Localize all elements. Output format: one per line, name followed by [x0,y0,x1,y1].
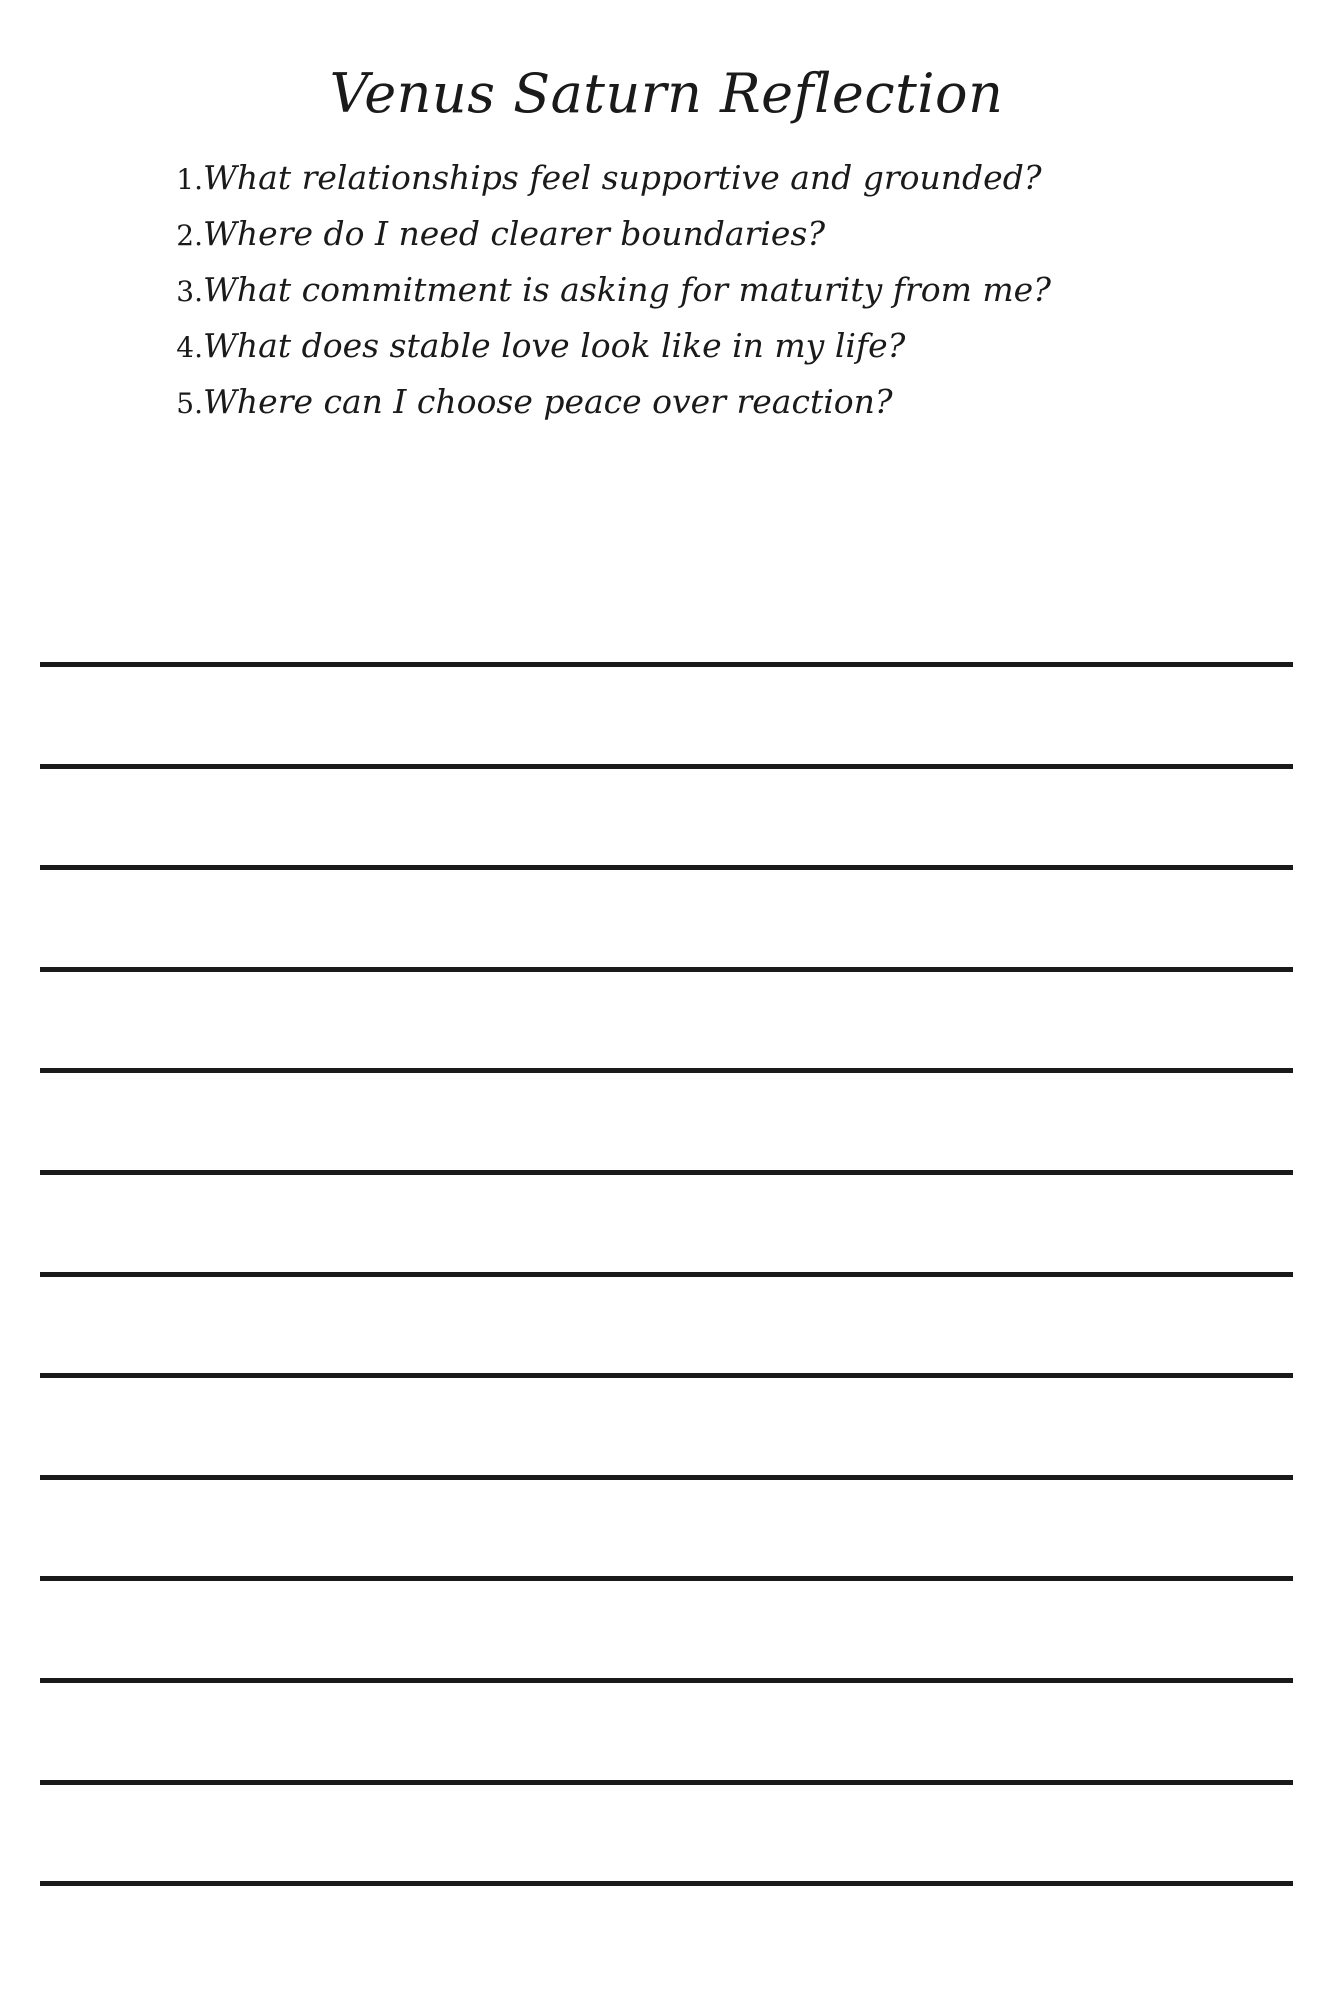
writing-line [40,1475,1293,1480]
writing-line [40,1780,1293,1785]
writing-line [40,1170,1293,1175]
writing-line [40,1068,1293,1073]
prompt-number: 4. [176,331,203,364]
prompt-number: 1. [176,163,203,196]
writing-area[interactable] [40,0,1293,2000]
writing-line [40,1576,1293,1581]
writing-line [40,1881,1293,1886]
prompt-text: Where can I choose peace over reaction? [203,382,893,421]
page-title: Venus Saturn Reflection [329,62,1004,125]
writing-line [40,865,1293,870]
writing-line [40,1678,1293,1683]
writing-line [40,967,1293,972]
writing-line [40,1373,1293,1378]
prompt-text: What does stable love look like in my life? [203,326,906,365]
writing-line [40,662,1293,667]
prompt-text: Where do I need clearer boundaries? [203,214,826,253]
prompt-text: What commitment is asking for maturity from me? [203,270,1051,309]
writing-line [40,1272,1293,1277]
prompt-text: What relationships feel supportive and grounded? [203,158,1042,197]
prompt-number: 5. [176,387,203,420]
prompt-number: 3. [176,275,203,308]
writing-line [40,764,1293,769]
prompt-number: 2. [176,219,203,252]
